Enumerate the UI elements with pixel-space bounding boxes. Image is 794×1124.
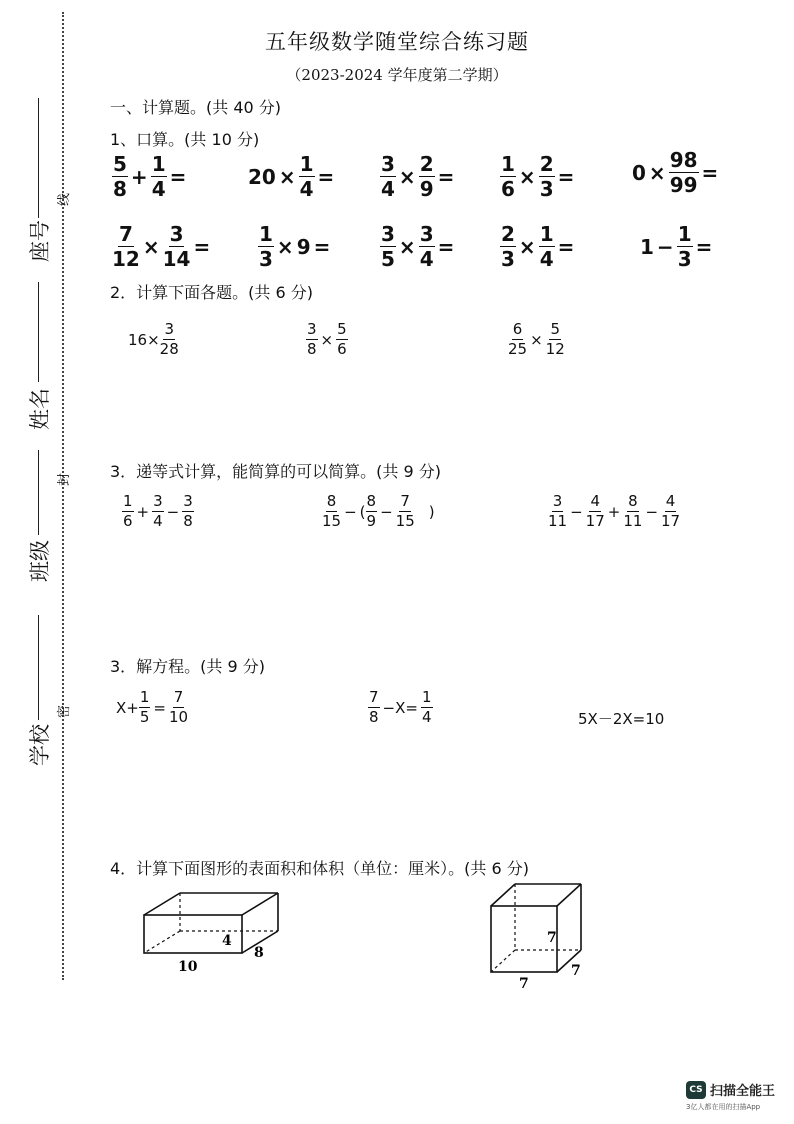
oral-2-5: 1 − $\frac{1}{3}$ = — [640, 222, 713, 271]
stepwise-3: $\frac{3}{11}$ − $\frac{4}{17}$ + $\frac{8}{11}$ − $\frac{4}{17}$ — [548, 492, 681, 530]
stepwise-1: $\frac{1}{6}$ + $\frac{3}{4}$ − $\frac{3}{8}$ — [123, 492, 193, 530]
school-label: 学校 — [28, 724, 52, 766]
oral-1-5: 0 × $\frac{98}{99}$ = — [632, 148, 719, 197]
part-1-heading: 1、口算。(共 10 分) — [110, 130, 260, 149]
seal-mark-seal: 封 — [57, 472, 72, 486]
stepwise-2: $\frac{8}{15}$ − ( $\frac{8}{9}$ − $\frac{7}{15}$ ) — [322, 492, 435, 530]
calc-2-2: $\frac{3}{8}$ × $\frac{5}{6}$ — [307, 320, 347, 358]
oral-1-4: $\frac{1}{6}$ × $\frac{2}{3}$ = — [501, 152, 575, 201]
cuboid-height-label: 4 — [222, 933, 232, 949]
oral-1-3: $\frac{3}{4}$ × $\frac{2}{9}$ = — [381, 152, 455, 201]
equation-3: 5X－2X=10 — [578, 710, 665, 728]
equation-1: X+ $\frac{1}{5}$ = $\frac{7}{10}$ — [116, 688, 189, 726]
school-underline — [38, 615, 39, 720]
class-underline — [38, 450, 39, 535]
name-underline — [38, 282, 39, 382]
cuboid-figure — [130, 885, 290, 975]
oral-1-2: 20 × $\frac{1}{4}$ = — [248, 152, 335, 201]
scanner-logo — [686, 1080, 775, 1099]
cuboid-width-label: 8 — [254, 945, 264, 961]
oral-2-1: $\frac{7}{12}$ × $\frac{3}{14}$ = — [112, 222, 211, 271]
binding-dotted-line — [62, 12, 64, 980]
equation-2: $\frac{7}{8}$ −X= $\frac{1}{4}$ — [369, 688, 432, 726]
calc-2-3: $\frac{6}{25}$ × $\frac{5}{12}$ — [508, 320, 565, 358]
section-1-heading: 一、计算题。(共 40 分) — [110, 98, 282, 117]
cs-logo-icon: CS — [686, 1081, 706, 1099]
oral-2-4: $\frac{2}{3}$ × $\frac{1}{4}$ = — [501, 222, 575, 271]
cube-depth-label: 7 — [571, 963, 581, 979]
calc-2-1: 16 × $\frac{3}{28}$ — [128, 320, 179, 358]
seal-mark-line: 线 — [57, 192, 72, 206]
oral-2-2: $\frac{1}{3}$ × 9 = — [259, 222, 331, 271]
cube-width-label: 7 — [519, 976, 529, 992]
cuboid-length-label: 10 — [178, 959, 198, 975]
scanner-app-name: 扫描全能王 — [710, 1084, 776, 1099]
seal-mark-secret: 密 — [57, 704, 72, 718]
oral-2-3: $\frac{3}{5}$ × $\frac{3}{4}$ = — [381, 222, 455, 271]
part-4-heading: 3．解方程。(共 9 分) — [110, 657, 266, 676]
scanner-slogan: 3亿人都在用的扫描App — [686, 1103, 761, 1111]
part-3-heading: 3．递等式计算，能简算的可以简算。(共 9 分) — [110, 462, 442, 481]
page-title: 五年级数学随堂综合练习题 — [265, 30, 529, 54]
seat-label: 座号 — [28, 220, 52, 262]
seat-underline — [38, 98, 39, 218]
oral-1-1: $\frac{5}{8}$ + $\frac{1}{4}$ = — [113, 152, 187, 201]
part-5-heading: 4．计算下面图形的表面积和体积（单位：厘米）。(共 6 分) — [110, 859, 530, 878]
cube-figure — [485, 878, 595, 993]
page-subtitle: （2023-2024 学年度第二学期） — [286, 66, 508, 84]
part-2-heading: 2．计算下面各题。(共 6 分) — [110, 283, 314, 302]
name-label: 姓名 — [28, 388, 52, 430]
cube-height-label: 7 — [547, 930, 557, 946]
class-label: 班级 — [28, 540, 52, 582]
